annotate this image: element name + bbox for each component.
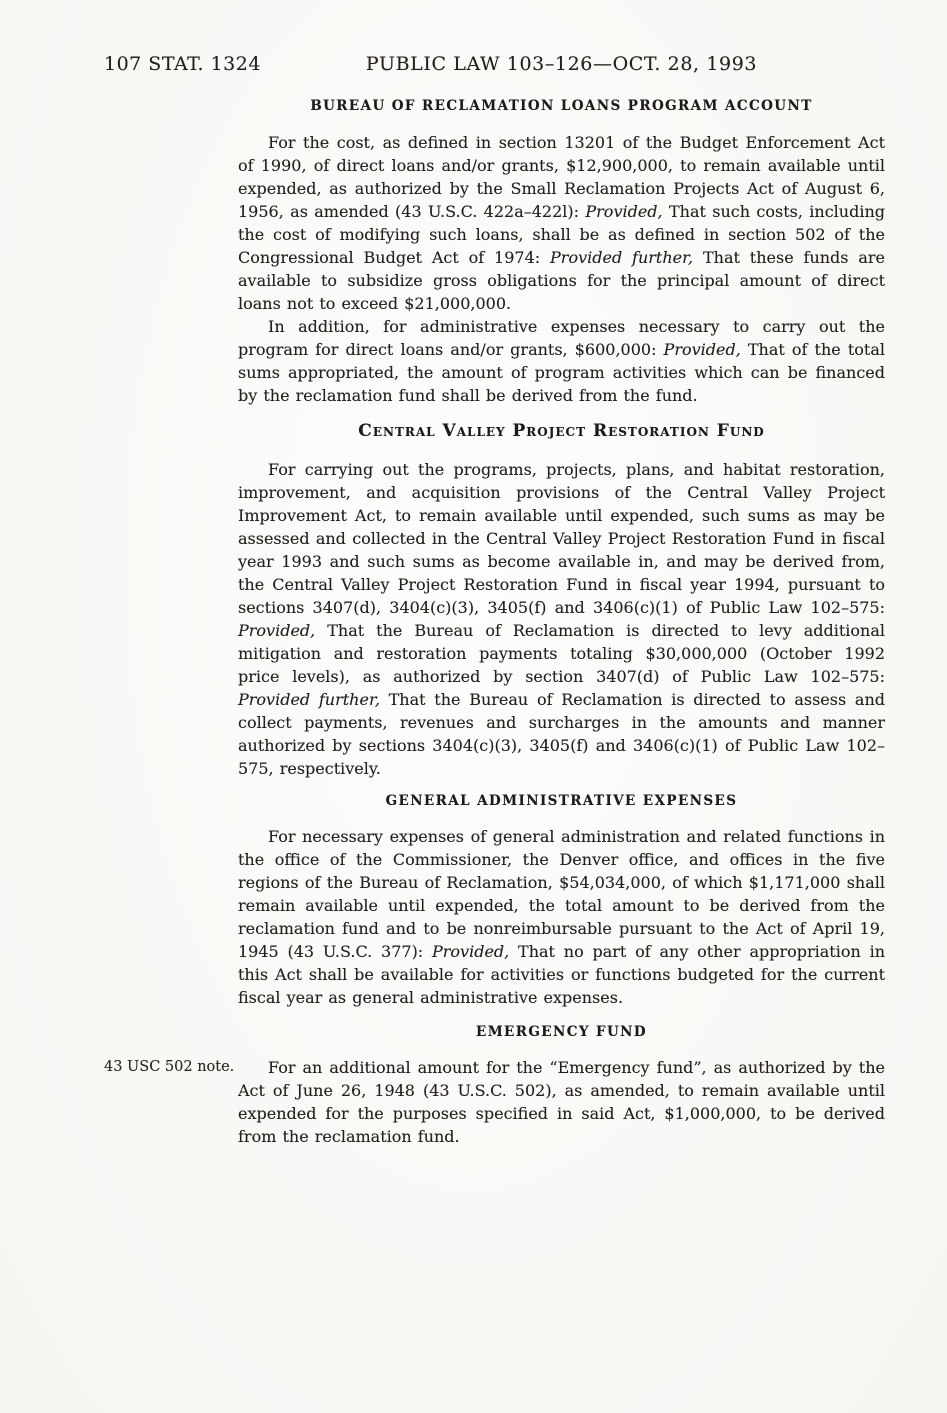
body-paragraph xyxy=(238,458,885,780)
law-title: PUBLIC LAW 103–126—OCT. 28, 1993 xyxy=(365,53,758,75)
body-text-run: That the Bureau of Reclamation is directed to levy additional mitigation and restoration payments totaling $30,000,000 (October 1992 price levels), as authorized by section 3407(d) of Public Law 102–575: xyxy=(238,621,885,686)
body-paragraph xyxy=(238,315,885,407)
body-text-run: For the cost, as defined in section 13201 of the Budget Enforcement Act of 1990, of direct loans and/or grants, $12,900,000, to remain available until expended, as authorized by the Small Reclamation Projects Act of August 6, 1956, as amended (43 U.S.C. 422a–422l): xyxy=(238,133,885,221)
body-text-run: That such costs, including the cost of modifying such loans, shall be as defined in section 502 of the Congressional Budget Act of 1974: xyxy=(238,202,886,267)
body-paragraph xyxy=(238,1056,885,1148)
section-heading-emergency-fund: EMERGENCY FUND xyxy=(476,1024,647,1040)
body-text-run: For necessary expenses of general administration and related functions in the office of the Commissioner, the Denver office, and offices in the five regions of the Bureau of Reclamation, $54,034,000, of which $1,171,000 shall remain available until expended, the total amount to be derived from the reclamation fund and to be nonreimbursable pursuant to the Act of April 19, 1945 (43 U.S.C. 377): xyxy=(238,827,885,961)
body-text-run: That of the total sums appropriated, the amount of program activities which can be financed by the reclamation fund shall be derived from the fund. xyxy=(238,340,885,405)
body-text-run: For an additional amount for the “Emergency fund”, as authorized by the Act of June 26, 1948 (43 U.S.C. 502), as amended, to remain available until expended for the purposes specified in said Act, $1,000,000, to be derived from the reclamation fund. xyxy=(238,1058,885,1146)
section-heading-loans-program: BUREAU OF RECLAMATION LOANS PROGRAM ACCOUNT xyxy=(310,98,813,114)
proviso-italic-text: Provided further, xyxy=(238,690,380,709)
body-text-run: In addition, for administrative expenses necessary to carry out the program for direct loans and/or grants, $600,000: xyxy=(238,317,885,359)
proviso-italic-text: Provided further, xyxy=(550,248,694,267)
body-text-run: For carrying out the programs, projects, plans, and habitat restoration, improvement, and acquisition provisions of the Central Valley Project Improvement Act, to remain available until expended, such sums as may be assessed and collected in the Central Valley Project Restoration Fund in fiscal year 1993 and such sums as become available in, and may be derived from, the Central Valley Project Restoration Fund in fiscal year 1994, pursuant to sections 3407(d), 3404(c)(3), 3405(f) and 3406(c)(1) of Public Law 102–575: xyxy=(238,460,885,617)
body-text-run: That these funds are available to subsidize gross obligations for the principal amount of direct loans not to exceed $21,000,000. xyxy=(238,248,886,313)
body-paragraph xyxy=(238,825,885,1009)
proviso-italic-text: Provided, xyxy=(663,340,741,359)
section-heading-general-admin: GENERAL ADMINISTRATIVE EXPENSES xyxy=(385,793,738,809)
proviso-italic-text: Provided, xyxy=(238,621,316,640)
proviso-italic-text: Provided, xyxy=(585,202,663,221)
paragraph-with-margin-note xyxy=(104,1056,885,1148)
section-general-admin-expenses xyxy=(238,793,885,1009)
margin-note-usc-citation: 43 USC 502 note. xyxy=(104,1059,235,1075)
section-loans-program-account xyxy=(238,98,885,407)
body-text-run: That no part of any other appropriation in this Act shall be available for activities or functions budgeted for the current fiscal year as general administrative expenses. xyxy=(238,942,886,1007)
section-heading-cvp-restoration: Central Valley Project Restoration Fund xyxy=(358,421,765,441)
body-text-run: That the Bureau of Reclamation is directed to assess and collect payments, revenues and surcharges in the amounts and manner authorized by sections 3404(c)(3), 3405(f) and 3406(c)(1) of Public Law 102–575, respectively. xyxy=(238,690,885,778)
section-cvp-restoration-fund xyxy=(238,421,885,780)
proviso-italic-text: Provided, xyxy=(432,942,510,961)
section-emergency-fund xyxy=(104,1024,885,1148)
stat-page-number: 107 STAT. 1324 xyxy=(104,53,261,75)
body-paragraph xyxy=(238,131,885,315)
